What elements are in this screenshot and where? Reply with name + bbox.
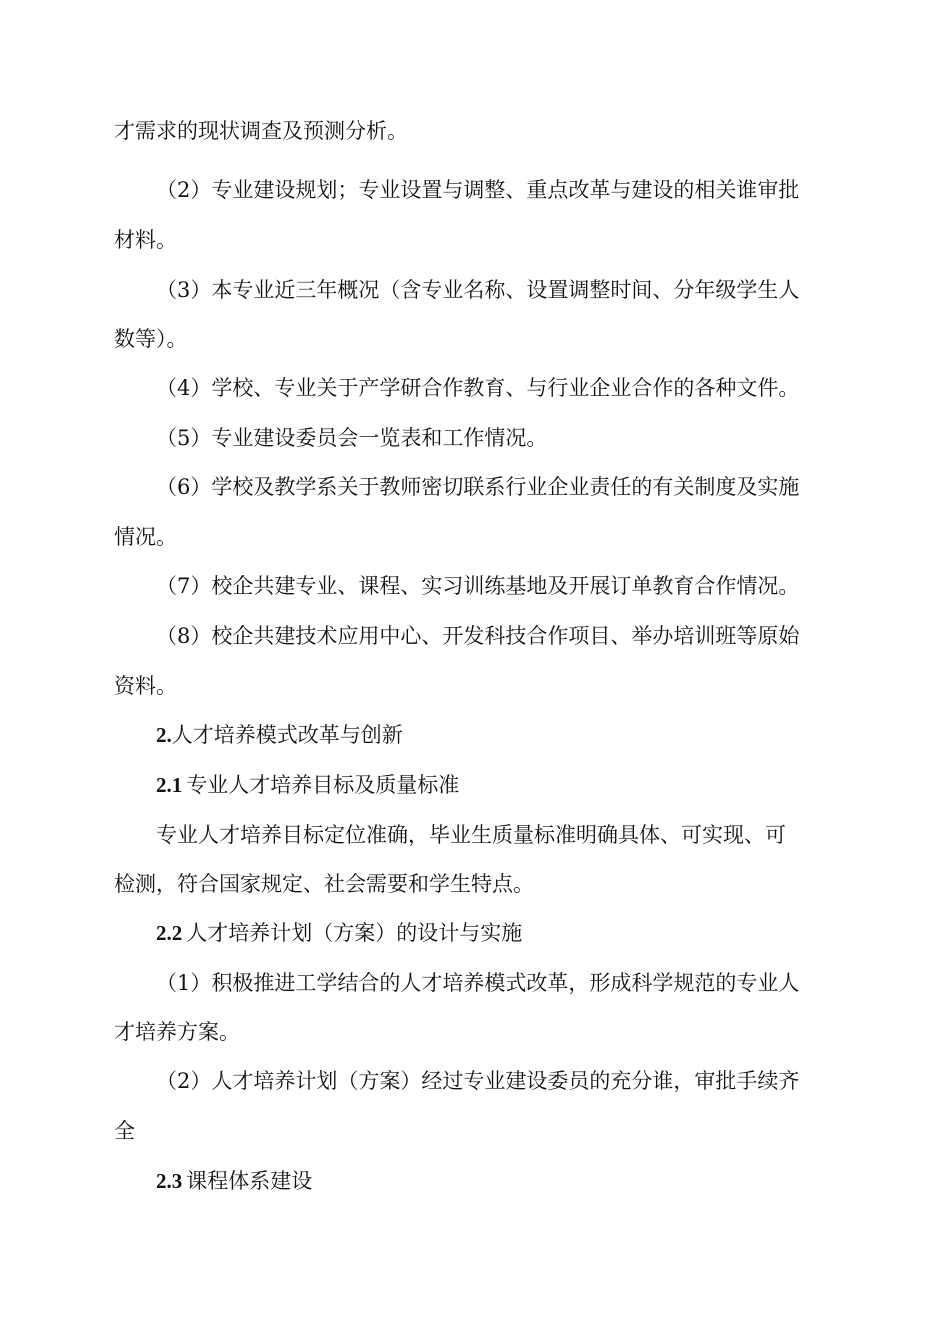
- list-item-7: （7）校企共建专业、课程、实习训练基地及开展订单教育合作情况。: [156, 574, 800, 598]
- list-item-8-line-2: 资料。: [114, 674, 177, 698]
- section-heading-2-2: [156, 918, 838, 948]
- section-number: 2.2: [156, 921, 183, 945]
- section-number: 2.: [156, 723, 172, 747]
- list-item-4: （4）学校、专业关于产学研合作教育、与行业企业合作的各种文件。: [156, 376, 800, 400]
- list-item-3-line-2: 数等）。: [114, 327, 188, 351]
- list-item-2b-line-2: 全: [114, 1119, 135, 1143]
- list-item-8-line-1: （8）校企共建技术应用中心、开发科技合作项目、举办培训班等原始: [156, 624, 800, 648]
- list-item-1-line-1: （1）积极推进工学结合的人才培养模式改革，形成科学规范的专业人: [156, 971, 800, 995]
- section-number: 2.3: [156, 1169, 183, 1193]
- section-heading-2-3: [156, 1166, 838, 1196]
- list-item-3-line-1: （3）本专业近三年概况（含专业名称、设置调整时间、分年级学生人: [156, 278, 800, 302]
- section-title: 专业人才培养目标及质量标准: [186, 773, 460, 797]
- list-item-5: （5）专业建设委员会一览表和工作情况。: [156, 426, 548, 450]
- list-item-6-line-2: 情况。: [114, 525, 177, 549]
- paragraph-line-2: 检测，符合国家规定、社会需要和学生特点。: [114, 872, 534, 896]
- section-title: 人才培养计划（方案）的设计与实施: [186, 921, 523, 945]
- body-line: 才需求的现状调查及预测分析。: [114, 119, 408, 143]
- section-heading-2: [156, 720, 838, 750]
- section-heading-2-1: [156, 770, 838, 800]
- section-number: 2.1: [156, 773, 183, 797]
- list-item-2-line-2: 材料。: [114, 228, 177, 252]
- list-item-6-line-1: （6）学校及教学系关于教师密切联系行业企业责任的有关制度及实施: [156, 475, 800, 499]
- paragraph-line-1: 专业人才培养目标定位准确，毕业生质量标准明确具体、可实现、可: [156, 823, 786, 847]
- list-item-1-line-2: 才培养方案。: [114, 1020, 240, 1044]
- list-item-2b-line-1: （2）人才培养计划（方案）经过专业建设委员的充分谁，审批手续齐: [156, 1069, 800, 1093]
- section-title: 人才培养模式改革与创新: [171, 723, 403, 747]
- section-title: 课程体系建设: [186, 1169, 313, 1193]
- list-item-2-line-1: （2）专业建设规划；专业设置与调整、重点改革与建设的相关谁审批: [156, 178, 800, 202]
